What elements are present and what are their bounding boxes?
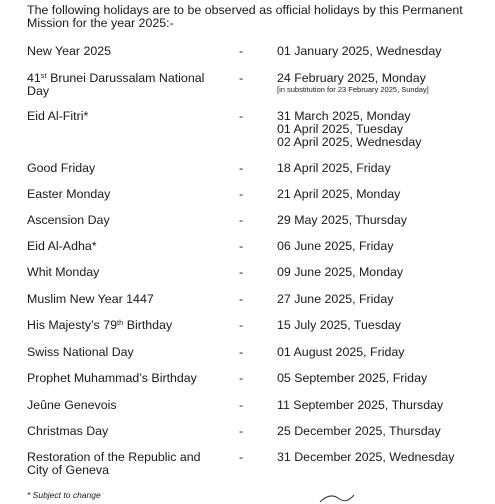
holiday-date: 21 April 2025, Monday <box>277 187 401 201</box>
holiday-name: His Majesty’s 79th Birthday <box>27 318 173 332</box>
dash-separator: - <box>239 71 244 85</box>
intro-paragraph: The following holidays are to be observed as official holidays by this Permanent Mission for the year 2025:- <box>27 3 463 30</box>
dash-separator: - <box>239 265 244 279</box>
dash-separator: - <box>239 109 244 123</box>
dash-separator: - <box>239 239 244 253</box>
dash-separator: - <box>239 371 244 385</box>
dash-separator: - <box>239 424 244 438</box>
holiday-date: 25 December 2025, Thursday <box>277 424 441 438</box>
holiday-name: Swiss National Day <box>27 345 134 359</box>
dash-separator: - <box>239 450 244 464</box>
dash-separator: - <box>239 44 244 58</box>
holiday-name: Easter Monday <box>27 187 111 201</box>
holiday-name: Good Friday <box>27 161 96 175</box>
holiday-date: 24 February 2025, Monday [in substitution for 23 February 2025, Sunday] <box>277 72 487 95</box>
holiday-date: 06 June 2025, Friday <box>277 239 394 253</box>
holiday-date: 11 September 2025, Thursday <box>277 398 444 412</box>
holiday-name: Jeûne Genevois <box>27 398 117 412</box>
dash-separator: - <box>239 318 244 332</box>
holiday-name: Ascension Day <box>27 213 110 227</box>
dash-separator: - <box>239 292 244 306</box>
holiday-date: 09 June 2025, Monday <box>277 265 404 279</box>
footnote: * Subject to change <box>27 490 101 500</box>
holiday-date: 01 January 2025, Wednesday <box>277 44 442 58</box>
holiday-date: 27 June 2025, Friday <box>277 292 394 306</box>
holiday-name: Muslim New Year 1447 <box>27 292 154 306</box>
holiday-date: 18 April 2025, Friday <box>277 161 391 175</box>
dash-separator: - <box>239 187 244 201</box>
holiday-name: Eid Al-Fitri* <box>27 109 89 123</box>
dash-separator: - <box>239 161 244 175</box>
holiday-dates: 31 March 2025, Monday 01 April 2025, Tuesday 02 April 2025, Wednesday <box>277 109 422 149</box>
holiday-name: Prophet Muhammad’s Birthday <box>27 371 197 385</box>
substitution-note: [in substitution for 23 February 2025, Sunday] <box>277 85 429 94</box>
holiday-name: Christmas Day <box>27 424 109 438</box>
dash-separator: - <box>239 398 244 412</box>
holiday-date: 05 September 2025, Friday <box>277 371 428 385</box>
holiday-date: 31 December 2025, Wednesday <box>277 450 455 464</box>
dash-separator: - <box>239 345 244 359</box>
holiday-date: 29 May 2025, Thursday <box>277 213 407 227</box>
holiday-date: 01 August 2025, Friday <box>277 345 405 359</box>
holiday-date: 15 July 2025, Tuesday <box>277 318 401 332</box>
holiday-name: Eid Al-Adha* <box>27 239 97 253</box>
holiday-name: Restoration of the Republic and City of Geneva <box>27 450 201 477</box>
dash-separator: - <box>239 213 244 227</box>
holiday-name: Whit Monday <box>27 265 100 279</box>
holiday-name: 41st Brunei Darussalam National Day <box>27 71 205 98</box>
signature-stroke <box>318 492 358 504</box>
holiday-name: New Year 2025 <box>27 44 112 58</box>
